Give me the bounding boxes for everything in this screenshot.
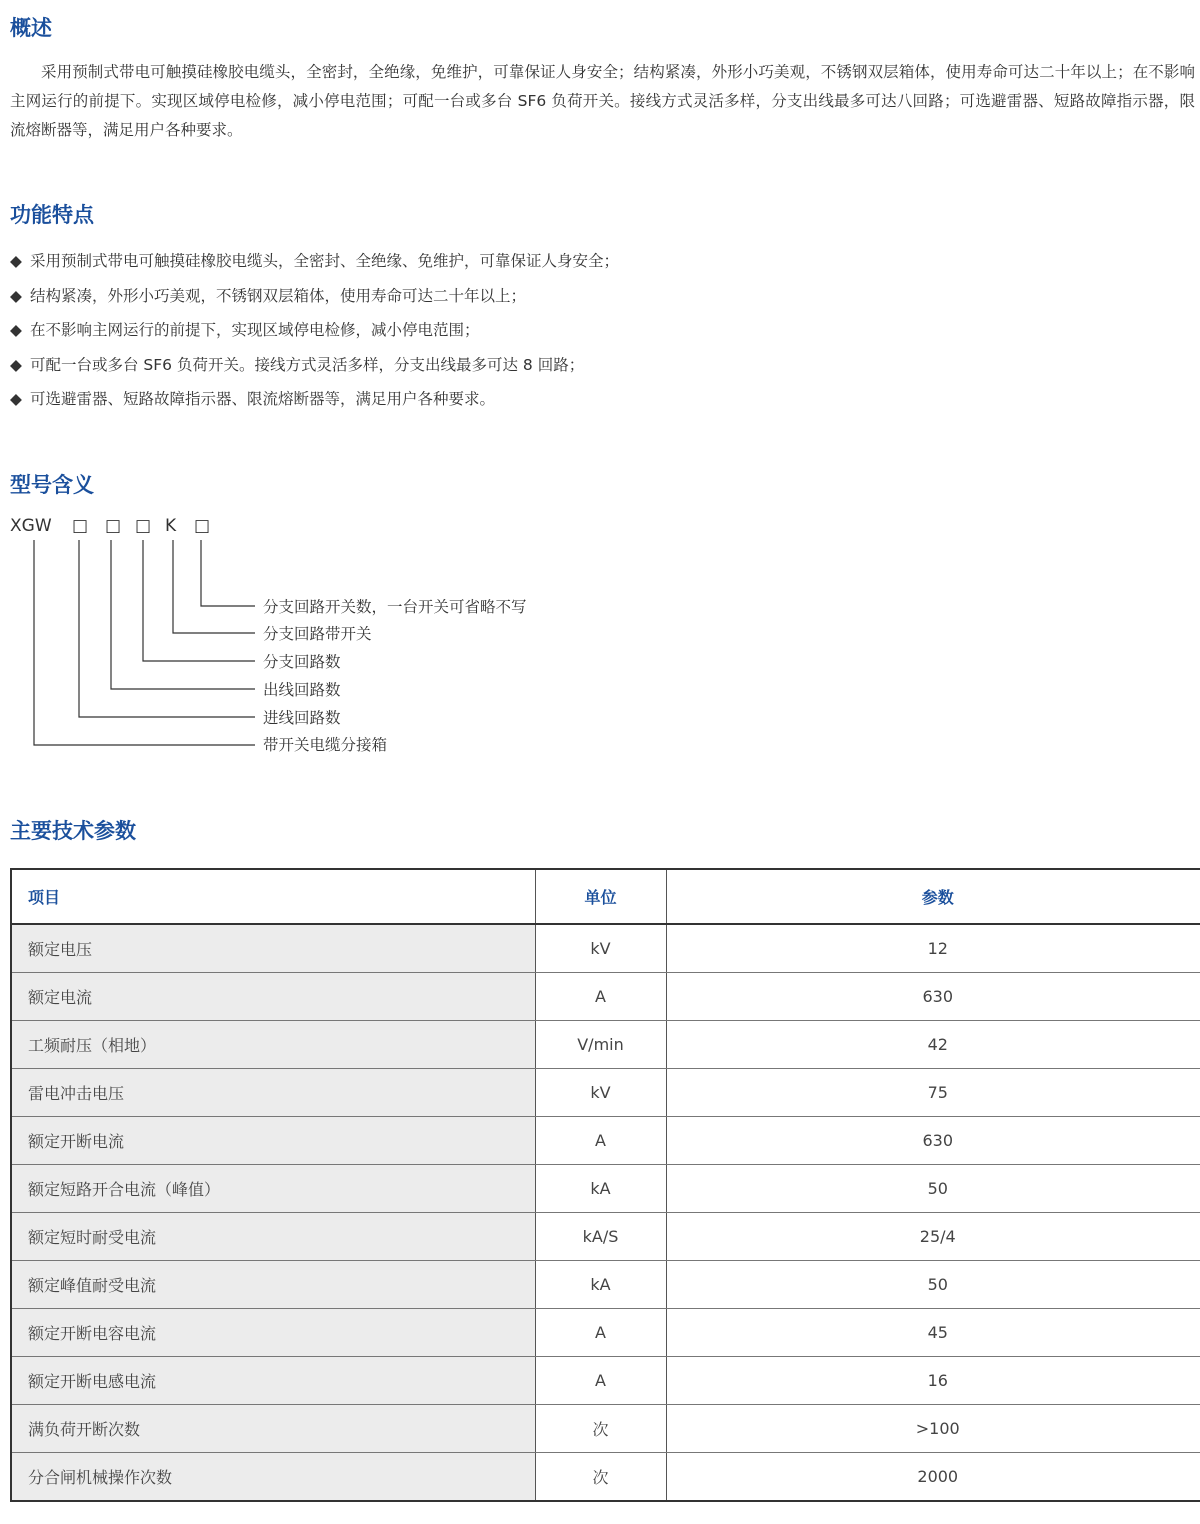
cell-value: 50 <box>666 1165 1200 1213</box>
cell-unit: A <box>535 973 666 1021</box>
features-list <box>10 246 619 419</box>
feature-item: ◆ 可配一台或多台 SF6 负荷开关。接线方式灵活多样，分支出线最多可达 8 回路； <box>10 350 619 385</box>
table-row <box>11 1117 1200 1165</box>
table-row <box>11 1261 1200 1309</box>
cell-item: 额定电压 <box>11 924 535 973</box>
diamond-bullet-icon: ◆ <box>10 321 22 339</box>
model-code-box: □ <box>194 516 211 536</box>
overview-paragraph: 采用预制式带电可触摸硅橡胶电缆头，全密封，全绝缘，免维护，可靠保证人身安全；结构紧凑，外形小巧美观，不锈钢双层箱体，使用寿命可达二十年以上；在不影响主网运行的前提下。实现区域停电检修，减小停电范围；可配一台或多台 SF6 负荷开关。接线方式灵活多样，分支出线最多可达八回路；可选避雷器、短路故障指示器，限流熔断器等，满足用户各种要求。 <box>10 63 1195 139</box>
model-title: 型号含义 <box>10 473 94 497</box>
cell-value: 42 <box>666 1021 1200 1069</box>
model-code-prefix: XGW <box>10 516 52 536</box>
cell-value: >100 <box>666 1405 1200 1453</box>
cell-value: 45 <box>666 1309 1200 1357</box>
model-code-box: □ <box>135 516 152 536</box>
cell-item: 额定开断电流 <box>11 1117 535 1165</box>
cell-value: 2000 <box>666 1453 1200 1502</box>
features-title: 功能特点 <box>10 203 94 227</box>
model-code-box: □ <box>105 516 122 536</box>
model-legend-item: 分支回路带开关 <box>263 625 372 643</box>
cell-item: 额定短路开合电流（峰值） <box>11 1165 535 1213</box>
model-legend-item: 进线回路数 <box>263 709 341 727</box>
cell-unit: kV <box>535 924 666 973</box>
model-code-letter: K <box>165 516 177 536</box>
table-row <box>11 1165 1200 1213</box>
diamond-bullet-icon: ◆ <box>10 390 22 408</box>
model-legend-item: 出线回路数 <box>263 681 341 699</box>
overview-section <box>10 58 1195 145</box>
table-row <box>11 1453 1200 1502</box>
feature-item: ◆ 在不影响主网运行的前提下，实现区域停电检修，减小停电范围； <box>10 315 619 350</box>
diamond-bullet-icon: ◆ <box>10 286 22 305</box>
cell-item: 分合闸机械操作次数 <box>11 1453 535 1502</box>
cell-unit: 次 <box>535 1405 666 1453</box>
table-row <box>11 973 1200 1021</box>
connector-line <box>34 540 255 745</box>
model-code-box: □ <box>72 516 89 536</box>
connector-line <box>111 540 255 689</box>
cell-value: 16 <box>666 1357 1200 1405</box>
cell-unit: A <box>535 1357 666 1405</box>
cell-value: 630 <box>666 973 1200 1021</box>
connector-line <box>173 540 255 633</box>
overview-title: 概述 <box>10 16 52 40</box>
cell-item: 额定开断电感电流 <box>11 1357 535 1405</box>
cell-value: 630 <box>666 1117 1200 1165</box>
connector-line <box>143 540 255 661</box>
table-header-row <box>11 869 1200 924</box>
header-item: 项目 <box>11 869 535 924</box>
diamond-bullet-icon: ◆ <box>10 355 22 374</box>
cell-unit: A <box>535 1117 666 1165</box>
model-legend-item: 分支回路数 <box>263 653 341 671</box>
feature-item: ◆ 采用预制式带电可触摸硅橡胶电缆头，全密封、全绝缘、免维护，可靠保证人身安全； <box>10 246 619 281</box>
diamond-bullet-icon: ◆ <box>10 252 22 270</box>
cell-item: 额定开断电容电流 <box>11 1309 535 1357</box>
table-row <box>11 1069 1200 1117</box>
table-row <box>11 1357 1200 1405</box>
specs-title: 主要技术参数 <box>10 819 136 843</box>
header-value: 参数 <box>666 869 1200 924</box>
cell-item: 工频耐压（相地） <box>11 1021 535 1069</box>
table-row <box>11 924 1200 973</box>
cell-value: 75 <box>666 1069 1200 1117</box>
cell-value: 12 <box>666 924 1200 973</box>
cell-item: 满负荷开断次数 <box>11 1405 535 1453</box>
cell-unit: kV <box>535 1069 666 1117</box>
model-legend-item: 分支回路开关数，一台开关可省略不写 <box>263 598 527 616</box>
cell-item: 额定短时耐受电流 <box>11 1213 535 1261</box>
table-row <box>11 1405 1200 1453</box>
cell-unit: kA <box>535 1165 666 1213</box>
cell-value: 25/4 <box>666 1213 1200 1261</box>
model-legend-item: 带开关电缆分接箱 <box>263 736 388 754</box>
header-unit: 单位 <box>535 869 666 924</box>
feature-item: ◆ 可选避雷器、短路故障指示器、限流熔断器等，满足用户各种要求。 <box>10 384 619 419</box>
model-connector-lines <box>0 540 270 750</box>
cell-item: 额定电流 <box>11 973 535 1021</box>
cell-item: 额定峰值耐受电流 <box>11 1261 535 1309</box>
connector-line <box>201 540 255 606</box>
cell-value: 50 <box>666 1261 1200 1309</box>
table-row <box>11 1021 1200 1069</box>
cell-unit: A <box>535 1309 666 1357</box>
cell-unit: 次 <box>535 1453 666 1502</box>
table-row <box>11 1213 1200 1261</box>
cell-unit: V/min <box>535 1021 666 1069</box>
cell-item: 雷电冲击电压 <box>11 1069 535 1117</box>
cell-unit: kA <box>535 1261 666 1309</box>
feature-item: ◆ 结构紧凑，外形小巧美观，不锈钢双层箱体，使用寿命可达二十年以上； <box>10 281 619 316</box>
specs-table <box>10 868 1200 1502</box>
connector-line <box>79 540 255 717</box>
cell-unit: kA/S <box>535 1213 666 1261</box>
table-row <box>11 1309 1200 1357</box>
